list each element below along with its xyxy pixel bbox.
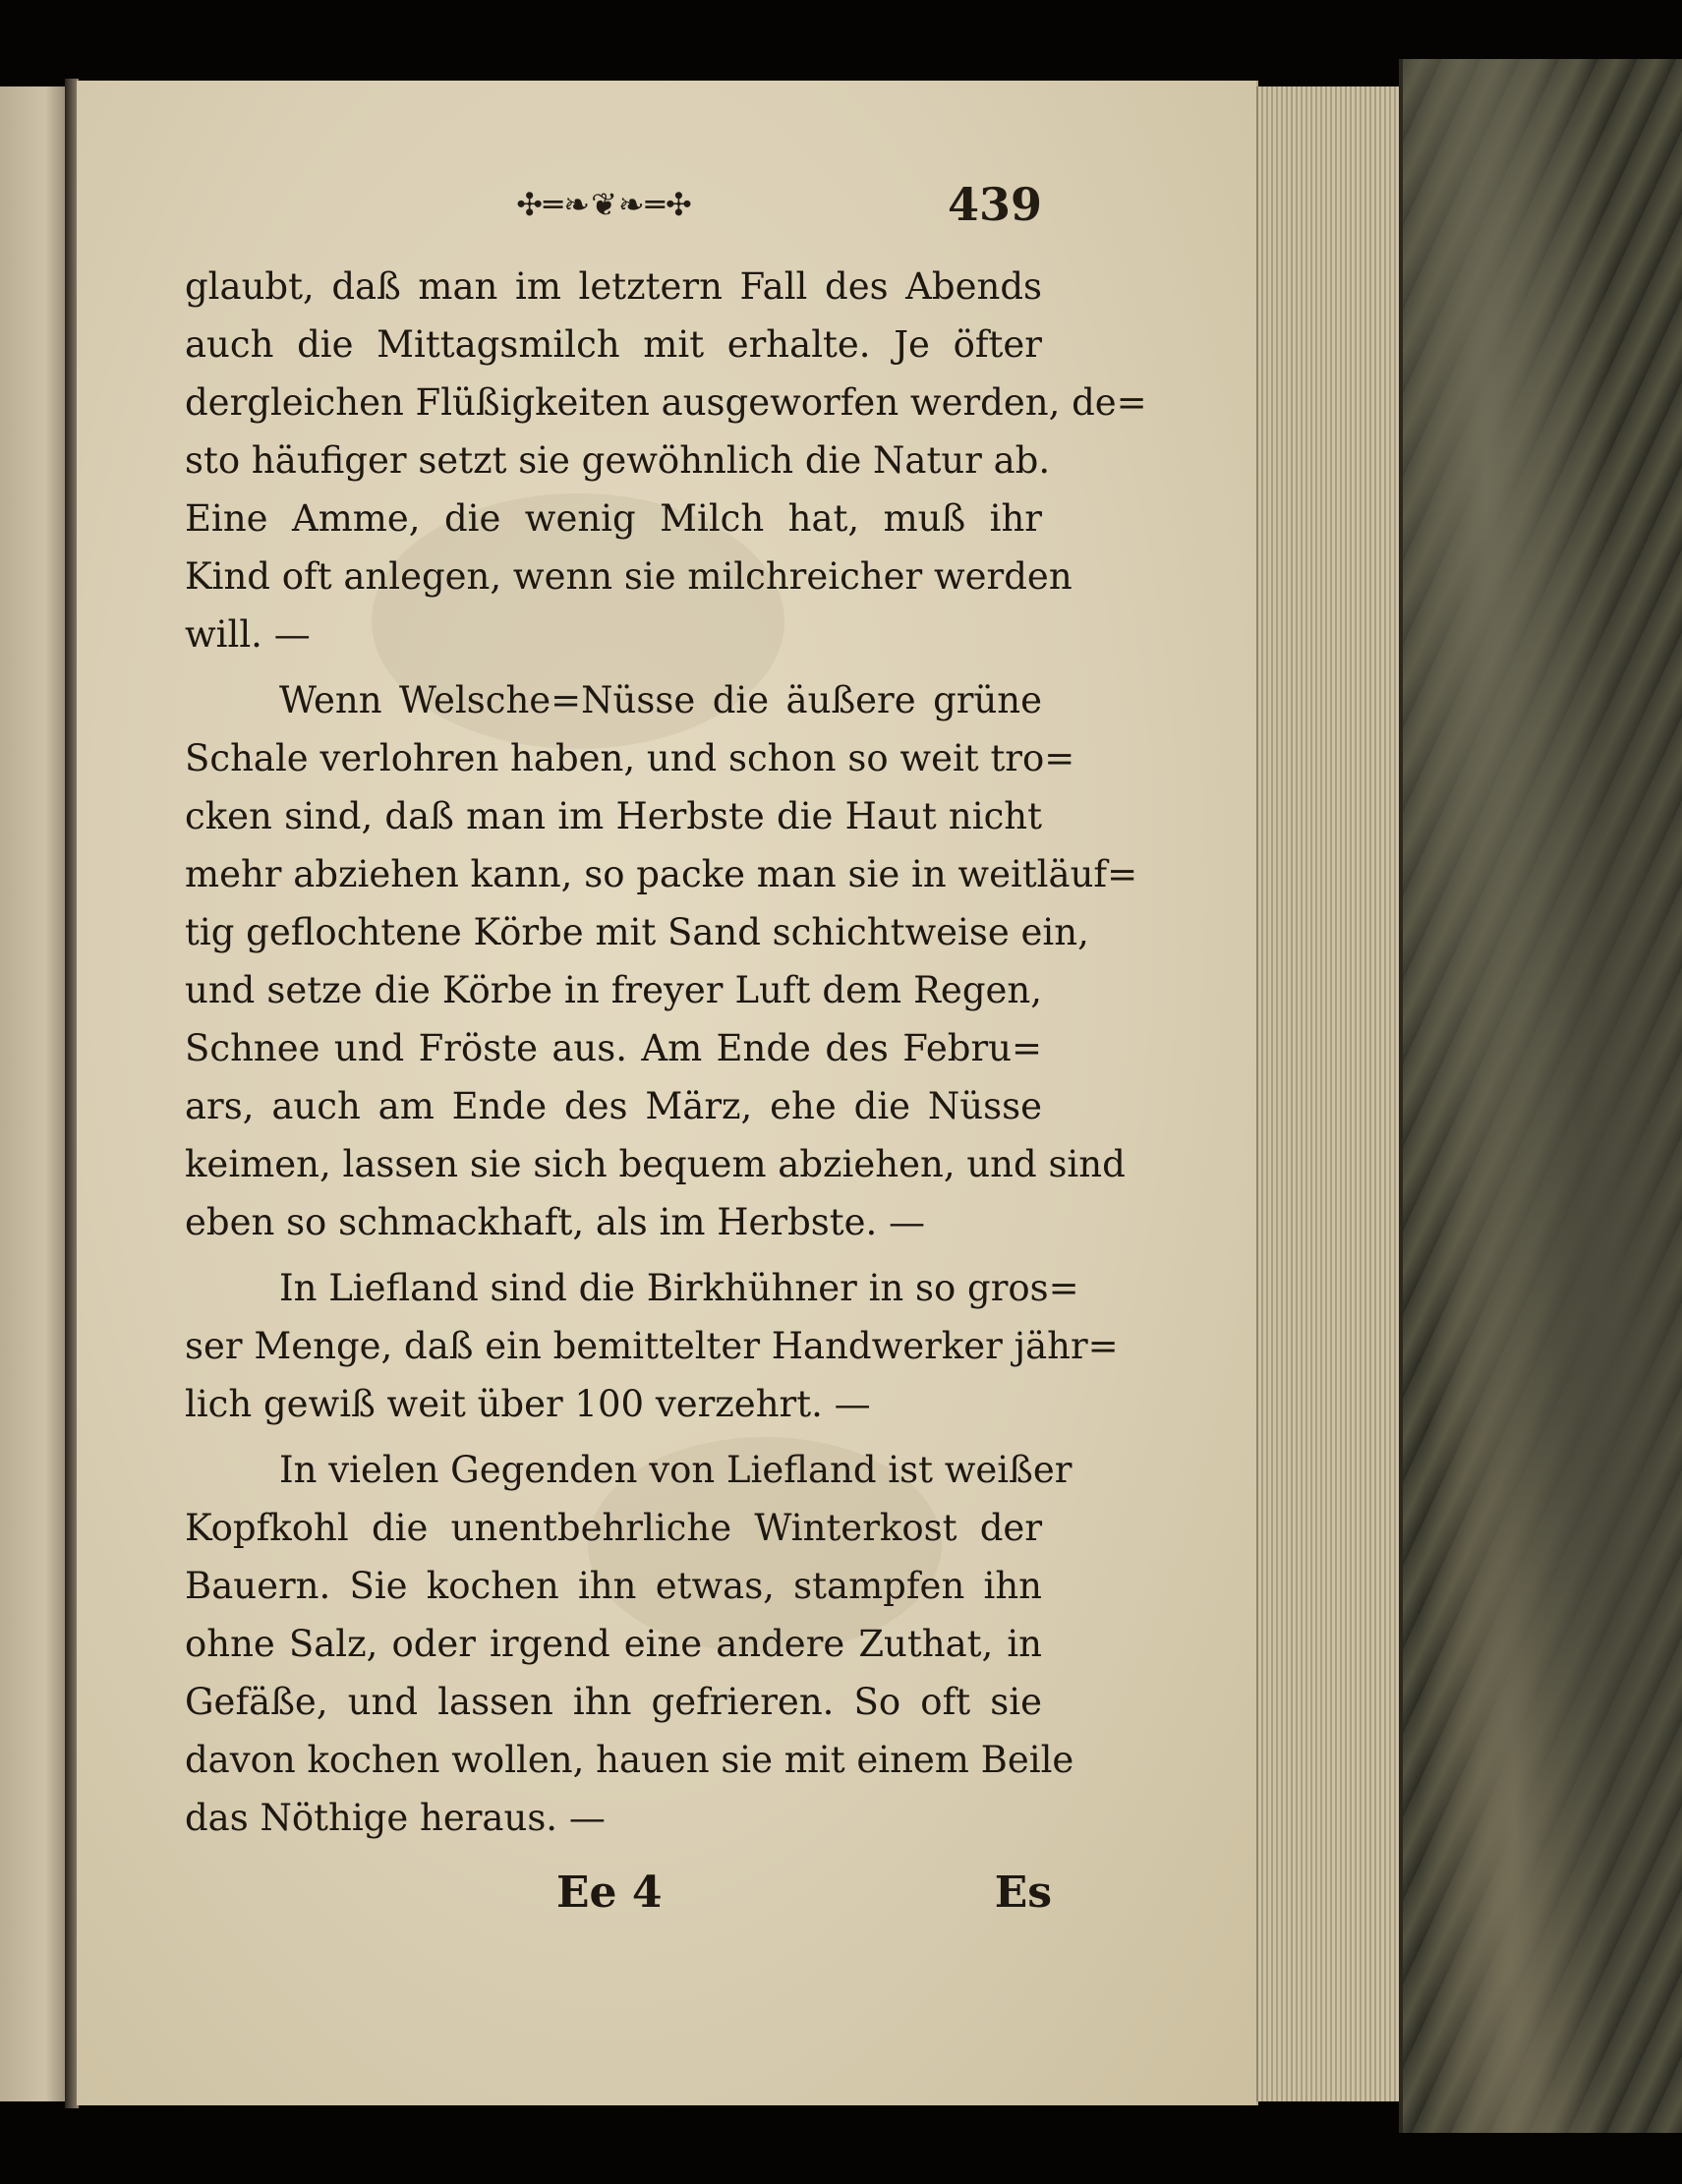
text-line: das Nöthige heraus. — — [185, 1797, 606, 1839]
text-line: cken sind, daß man im Herbste die Haut nicht — [185, 795, 1042, 837]
text-line: In Liefland sind die Birkhühner in so gros= — [279, 1267, 1079, 1309]
paragraph-gap — [185, 1433, 1042, 1441]
text-line: Schnee und Fröste aus. Am Ende des Febru= — [185, 1027, 1042, 1069]
text-line: will. — — [185, 613, 311, 656]
page-number: 439 — [947, 178, 1042, 231]
text-line: lich gewiß weit über 100 verzehrt. — — [185, 1383, 871, 1425]
previous-page-edge — [0, 86, 68, 2101]
text-line: mehr abziehen kann, so packe man sie in weitläuf= — [185, 853, 1138, 895]
text-line: Schale verlohren haben, und schon so weit tro= — [185, 737, 1075, 779]
text-line: Eine Amme, die wenig Milch hat, muß ihr — [185, 497, 1042, 540]
signature-mark: Ee 4 — [556, 1868, 663, 1918]
text-line: ars, auch am Ende des März, ehe die Nüsse — [185, 1085, 1042, 1127]
header-ornament: ✣═❧❦❧═✣ — [516, 186, 693, 223]
text-line: davon kochen wollen, hauen sie mit einem Beile — [185, 1739, 1074, 1781]
text-line: Bauern. Sie kochen ihn etwas, stampfen ihn — [185, 1565, 1042, 1607]
paragraph-gap — [185, 1251, 1042, 1259]
text-line: ohne Salz, oder irgend eine andere Zuthat, in — [185, 1623, 1042, 1665]
text-line: Gefäße, und lassen ihn gefrieren. So oft sie — [185, 1681, 1042, 1723]
text-line: auch die Mittagsmilch mit erhalte. Je öfter — [185, 323, 1042, 366]
marbled-cover — [1399, 59, 1682, 2133]
text-line: tig geflochtene Körbe mit Sand schichtweise ein, — [185, 911, 1089, 953]
text-line: Kind oft anlegen, wenn sie milchreicher werden — [185, 555, 1073, 598]
text-line: ser Menge, daß ein bemittelter Handwerker jähr= — [185, 1325, 1119, 1367]
text-line: Wenn Welsche=Nüsse die äußere grüne — [279, 679, 1042, 721]
body-text — [185, 258, 1147, 1847]
text-line: und setze die Körbe in freyer Luft dem Regen, — [185, 969, 1042, 1011]
text-line: glaubt, daß man im letztern Fall des Abends — [185, 265, 1042, 308]
text-line: In vielen Gegenden von Liefland ist weißer — [279, 1449, 1073, 1491]
text-line: dergleichen Flüßigkeiten ausgeworfen werden, de= — [185, 381, 1147, 424]
text-line: sto häufiger setzt sie gewöhnlich die Natur ab. — [185, 439, 1051, 482]
catchword: Es — [994, 1868, 1052, 1918]
text-line: Kopfkohl die unentbehrliche Winterkost der — [185, 1507, 1042, 1549]
page-block-edges — [1256, 86, 1401, 2101]
text-line: keimen, lassen sie sich bequem abziehen, und sind — [185, 1143, 1126, 1185]
text-line: eben so schmackhaft, als im Herbste. — — [185, 1201, 926, 1243]
paragraph-gap — [185, 663, 1042, 671]
